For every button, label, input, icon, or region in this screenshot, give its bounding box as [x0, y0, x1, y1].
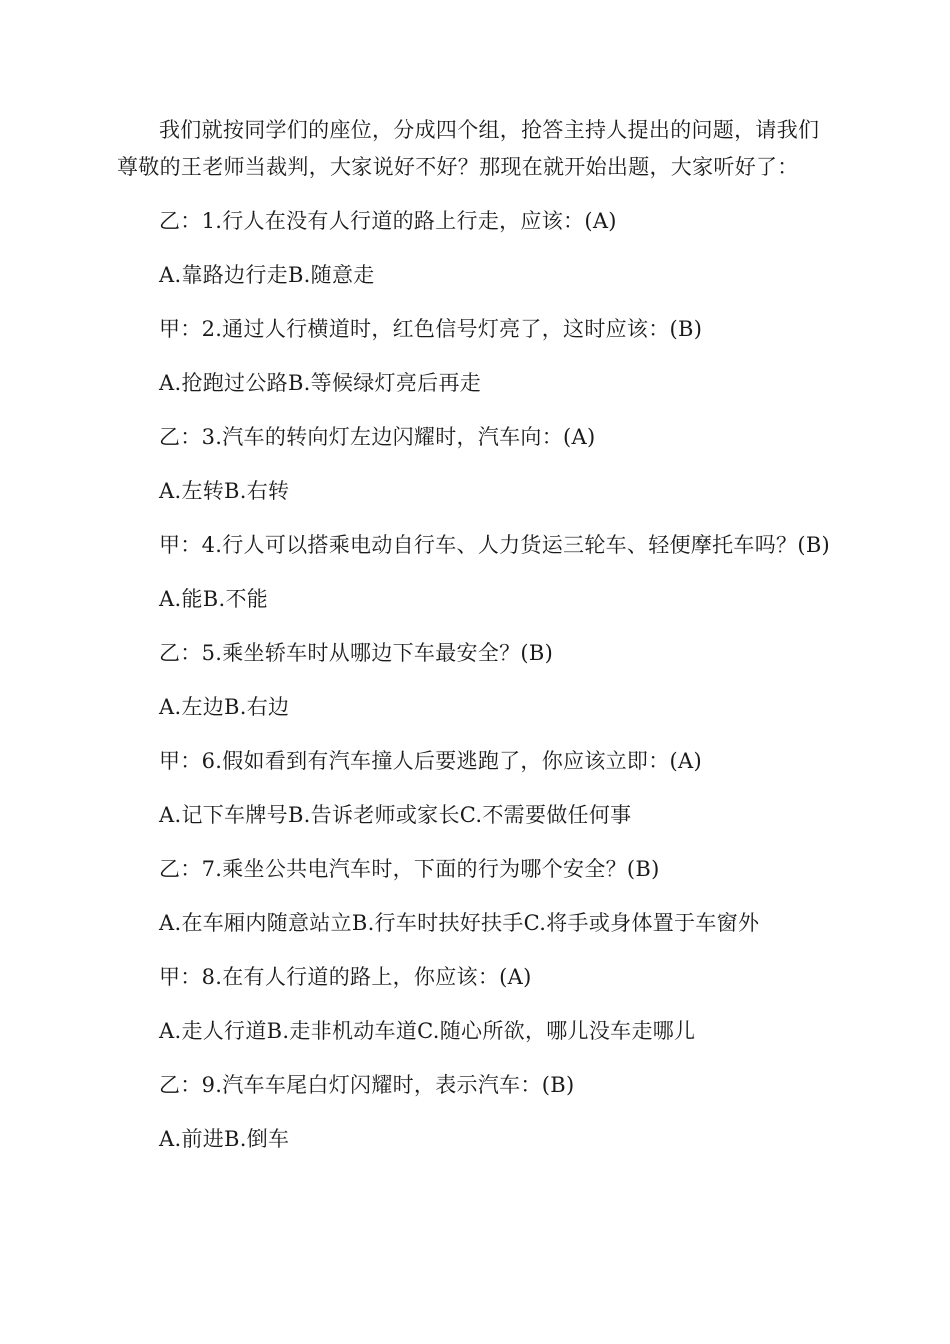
question-3: 乙：3.汽车的转向灯左边闪耀时，汽车向：(A) — [159, 425, 596, 449]
intro-paragraph: 我们就按同学们的座位，分成四个组，抢答主持人提出的问题，请我们尊敬的王老师当裁判，大家说好不好？那现在就开始出题，大家听好了： — [117, 118, 820, 179]
options-6: A.记下车牌号B.告诉老师或家长C.不需要做任何事 — [159, 803, 632, 827]
question-9: 乙：9.汽车车尾白灯闪耀时，表示汽车：(B) — [159, 1073, 575, 1097]
options-9: A.前进B.倒车 — [159, 1127, 290, 1151]
options-2: A.抢跑过公路B.等候绿灯亮后再走 — [159, 371, 482, 395]
question-8: 甲：8.在有人行道的路上，你应该：(A) — [159, 965, 532, 989]
options-5: A.左边B.右边 — [159, 695, 290, 719]
options-3: A.左转B.右转 — [159, 479, 290, 503]
question-6: 甲：6.假如看到有汽车撞人后要逃跑了，你应该立即：(A) — [159, 749, 702, 773]
document-body — [117, 112, 835, 1175]
question-5: 乙：5.乘坐轿车时从哪边下车最安全？(B) — [159, 641, 554, 665]
question-2: 甲：2.通过人行横道时，红色信号灯亮了，这时应该：(B) — [159, 317, 703, 341]
question-4: 甲：4.行人可以搭乘电动自行车、人力货运三轮车、轻便摩托车吗？(B) — [159, 533, 831, 557]
options-8: A.走人行道B.走非机动车道C.随心所欲，哪儿没车走哪儿 — [159, 1019, 696, 1043]
options-1: A.靠路边行走B.随意走 — [159, 263, 375, 287]
options-7: A.在车厢内随意站立B.行车时扶好扶手C.将手或身体置于车窗外 — [159, 911, 760, 935]
question-1: 乙：1.行人在没有人行道的路上行走，应该：(A) — [159, 209, 617, 233]
options-4: A.能B.不能 — [159, 587, 269, 611]
question-7: 乙：7.乘坐公共电汽车时，下面的行为哪个安全？(B) — [159, 857, 660, 881]
